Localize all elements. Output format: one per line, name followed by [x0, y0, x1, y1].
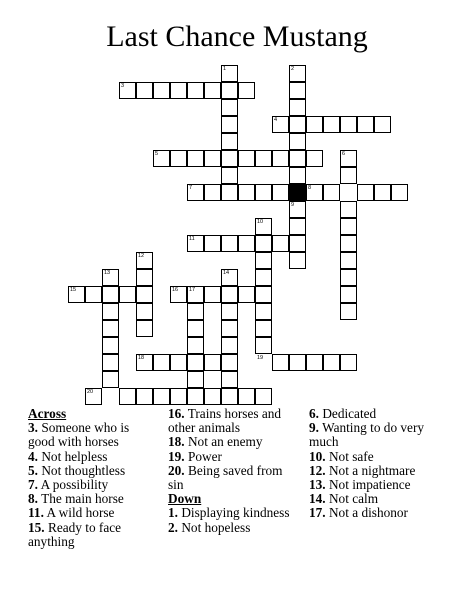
clue-down-1[interactable]: 1. Displaying kindness	[168, 505, 290, 521]
clue-column-2	[168, 407, 293, 535]
grid-cell[interactable]	[221, 184, 238, 201]
grid-cell[interactable]	[204, 150, 221, 167]
clue-across-11[interactable]: 11. A wild horse	[28, 505, 115, 521]
grid-cell[interactable]	[136, 82, 153, 99]
cell-number: 18	[138, 355, 145, 361]
grid-cell[interactable]	[255, 388, 272, 405]
grid-cell[interactable]	[102, 320, 119, 337]
grid-cell[interactable]	[221, 167, 238, 184]
grid-cell[interactable]	[340, 235, 357, 252]
grid-cell[interactable]	[204, 82, 221, 99]
grid-cell[interactable]	[391, 184, 408, 201]
grid-cell[interactable]	[221, 99, 238, 116]
grid-cell[interactable]	[102, 286, 119, 303]
grid-cell[interactable]	[136, 269, 153, 286]
cell-number: 10	[257, 219, 264, 225]
grid-cell[interactable]	[289, 252, 306, 269]
puzzle-title: Last Chance Mustang	[106, 20, 368, 53]
cell-number: 5	[155, 151, 159, 157]
grid-cell[interactable]	[153, 82, 170, 99]
cell-number: 8	[308, 185, 312, 191]
grid-cell[interactable]	[340, 269, 357, 286]
grid-cell[interactable]	[340, 167, 357, 184]
grid-cell[interactable]	[204, 235, 221, 252]
grid-cell[interactable]	[272, 184, 289, 201]
grid-cell[interactable]	[221, 371, 238, 388]
grid-cell[interactable]	[221, 388, 238, 405]
grid-cell[interactable]	[340, 116, 357, 133]
clue-across-15[interactable]: 15. Ready to face anything	[28, 519, 122, 549]
clue-down-14[interactable]: 14. Not calm	[309, 491, 379, 507]
cell-number: 6	[342, 151, 346, 157]
clue-down-6[interactable]: 6. Dedicated	[309, 406, 377, 421]
grid-cell[interactable]	[204, 286, 221, 303]
cell-number: 4	[274, 117, 278, 123]
grid-cell[interactable]	[221, 354, 238, 371]
grid-cell[interactable]	[340, 286, 357, 303]
grid-cell[interactable]	[272, 354, 289, 371]
clue-down-9[interactable]: 9. Wanting to do very much	[309, 420, 425, 450]
grid-cell[interactable]	[255, 252, 272, 269]
cell-number: 7	[189, 185, 193, 191]
cell-number: 9	[291, 202, 295, 208]
grid-cell[interactable]	[340, 201, 357, 218]
grid-cell[interactable]	[102, 354, 119, 371]
cell-number: 19	[257, 355, 264, 361]
grid-cell[interactable]	[170, 82, 187, 99]
grid-cell[interactable]	[289, 167, 306, 184]
grid-cell[interactable]	[238, 184, 255, 201]
grid-cell[interactable]	[255, 303, 272, 320]
grid-cell[interactable]	[238, 150, 255, 167]
grid-cell[interactable]	[272, 235, 289, 252]
grid-cell[interactable]	[272, 150, 289, 167]
grid-cell[interactable]	[238, 235, 255, 252]
grid-cell[interactable]	[187, 82, 204, 99]
grid-cell[interactable]	[136, 320, 153, 337]
clue-down-10[interactable]: 10. Not safe	[309, 448, 374, 464]
grid-cell[interactable]	[289, 133, 306, 150]
cell-number: 3	[121, 83, 125, 89]
cell-number: 16	[172, 287, 179, 293]
grid-cell[interactable]	[255, 150, 272, 167]
grid-cell[interactable]	[187, 388, 204, 405]
grid-cell[interactable]	[238, 82, 255, 99]
grid-cell[interactable]	[357, 116, 374, 133]
black-cell	[289, 184, 306, 201]
grid-cell[interactable]	[238, 388, 255, 405]
grid-cell[interactable]	[221, 116, 238, 133]
grid-cell[interactable]	[119, 388, 136, 405]
grid-cell[interactable]	[323, 354, 340, 371]
clue-column-3	[309, 407, 449, 521]
across-heading: Across	[28, 406, 67, 421]
cell-number: 15	[70, 287, 77, 293]
grid-cell[interactable]	[102, 303, 119, 320]
cell-number: 12	[138, 253, 145, 259]
clue-down-2[interactable]: 2. Not hopeless	[168, 519, 251, 535]
grid-cell[interactable]	[204, 184, 221, 201]
grid-cell[interactable]	[187, 303, 204, 320]
grid-cell[interactable]	[221, 235, 238, 252]
clue-down-12[interactable]: 12. Not a nightmare	[309, 462, 416, 478]
grid-cell[interactable]	[204, 354, 221, 371]
grid-cell[interactable]	[289, 235, 306, 252]
grid-cell[interactable]	[255, 320, 272, 337]
cell-number: 13	[104, 270, 111, 276]
grid-cell[interactable]	[221, 320, 238, 337]
grid-cell[interactable]	[340, 218, 357, 235]
clue-across-16[interactable]: 16. Trains horses and other animals	[168, 406, 282, 436]
grid-cell[interactable]	[306, 354, 323, 371]
grid-cell[interactable]	[187, 354, 204, 371]
cell-number: 1	[223, 66, 227, 72]
grid-cell[interactable]	[306, 116, 323, 133]
grid-cell[interactable]	[289, 99, 306, 116]
clue-across-3[interactable]: 3. Someone who is good with horses	[28, 420, 130, 450]
cell-number: 2	[291, 66, 295, 72]
grid-cell[interactable]	[170, 354, 187, 371]
grid-cell[interactable]	[289, 150, 306, 167]
clue-across-20[interactable]: 20. Being saved from sin	[168, 462, 283, 493]
grid-cell[interactable]	[374, 184, 391, 201]
clue-down-13[interactable]: 13. Not impatience	[309, 477, 411, 493]
grid-cell[interactable]	[221, 303, 238, 320]
grid-cell[interactable]	[289, 82, 306, 99]
grid-cell[interactable]	[119, 286, 136, 303]
cell-number: 20	[87, 389, 94, 395]
down-heading: Down	[168, 491, 202, 507]
grid-cell[interactable]	[136, 286, 153, 303]
grid-cell[interactable]	[289, 218, 306, 235]
cell-number: 17	[189, 287, 196, 293]
grid-cell[interactable]	[136, 303, 153, 320]
grid-cell[interactable]	[255, 337, 272, 354]
clue-across-19[interactable]: 19. Power	[168, 448, 222, 464]
grid-cell[interactable]	[323, 184, 340, 201]
grid-cell[interactable]	[255, 184, 272, 201]
grid-cell[interactable]	[323, 116, 340, 133]
clue-across-8[interactable]: 8. The main horse	[28, 491, 124, 507]
grid-cell[interactable]	[306, 150, 323, 167]
grid-cell[interactable]	[187, 371, 204, 388]
grid-cell[interactable]	[187, 337, 204, 354]
clue-across-7[interactable]: 7. A possibility	[28, 477, 109, 493]
grid-cell[interactable]	[170, 388, 187, 405]
clue-column-1	[28, 407, 154, 549]
grid-cell[interactable]	[204, 388, 221, 405]
grid-cell[interactable]	[357, 184, 374, 201]
grid-cell[interactable]	[187, 320, 204, 337]
clue-across-5[interactable]: 5. Not thoughtless	[28, 462, 126, 478]
grid-cell[interactable]	[221, 133, 238, 150]
grid-cell[interactable]	[102, 337, 119, 354]
grid-cell[interactable]	[340, 252, 357, 269]
grid-cell[interactable]	[85, 286, 102, 303]
clue-down-17[interactable]: 17. Not a dishonor	[309, 505, 408, 521]
grid-cell[interactable]	[153, 388, 170, 405]
grid-cell[interactable]	[340, 354, 357, 371]
grid-cell[interactable]	[221, 150, 238, 167]
clue-across-4[interactable]: 4. Not helpless	[28, 448, 108, 464]
grid-cell[interactable]	[221, 82, 238, 99]
grid-cell[interactable]	[289, 354, 306, 371]
cell-number: 14	[223, 270, 230, 276]
cell-number: 11	[189, 236, 195, 242]
grid-cell[interactable]	[255, 269, 272, 286]
clue-across-18[interactable]: 18. Not an enemy	[168, 434, 263, 450]
grid-cell[interactable]	[340, 303, 357, 320]
grid-cell[interactable]	[170, 150, 187, 167]
grid-cell[interactable]	[136, 388, 153, 405]
grid-cell[interactable]	[238, 286, 255, 303]
grid-cell[interactable]	[255, 286, 272, 303]
grid-cell[interactable]	[153, 354, 170, 371]
grid-cell[interactable]	[187, 150, 204, 167]
grid-cell[interactable]	[221, 286, 238, 303]
grid-cell[interactable]	[221, 337, 238, 354]
grid-cell[interactable]	[255, 235, 272, 252]
grid-cell[interactable]	[102, 371, 119, 388]
grid-cell[interactable]	[374, 116, 391, 133]
grid-cell[interactable]	[289, 116, 306, 133]
